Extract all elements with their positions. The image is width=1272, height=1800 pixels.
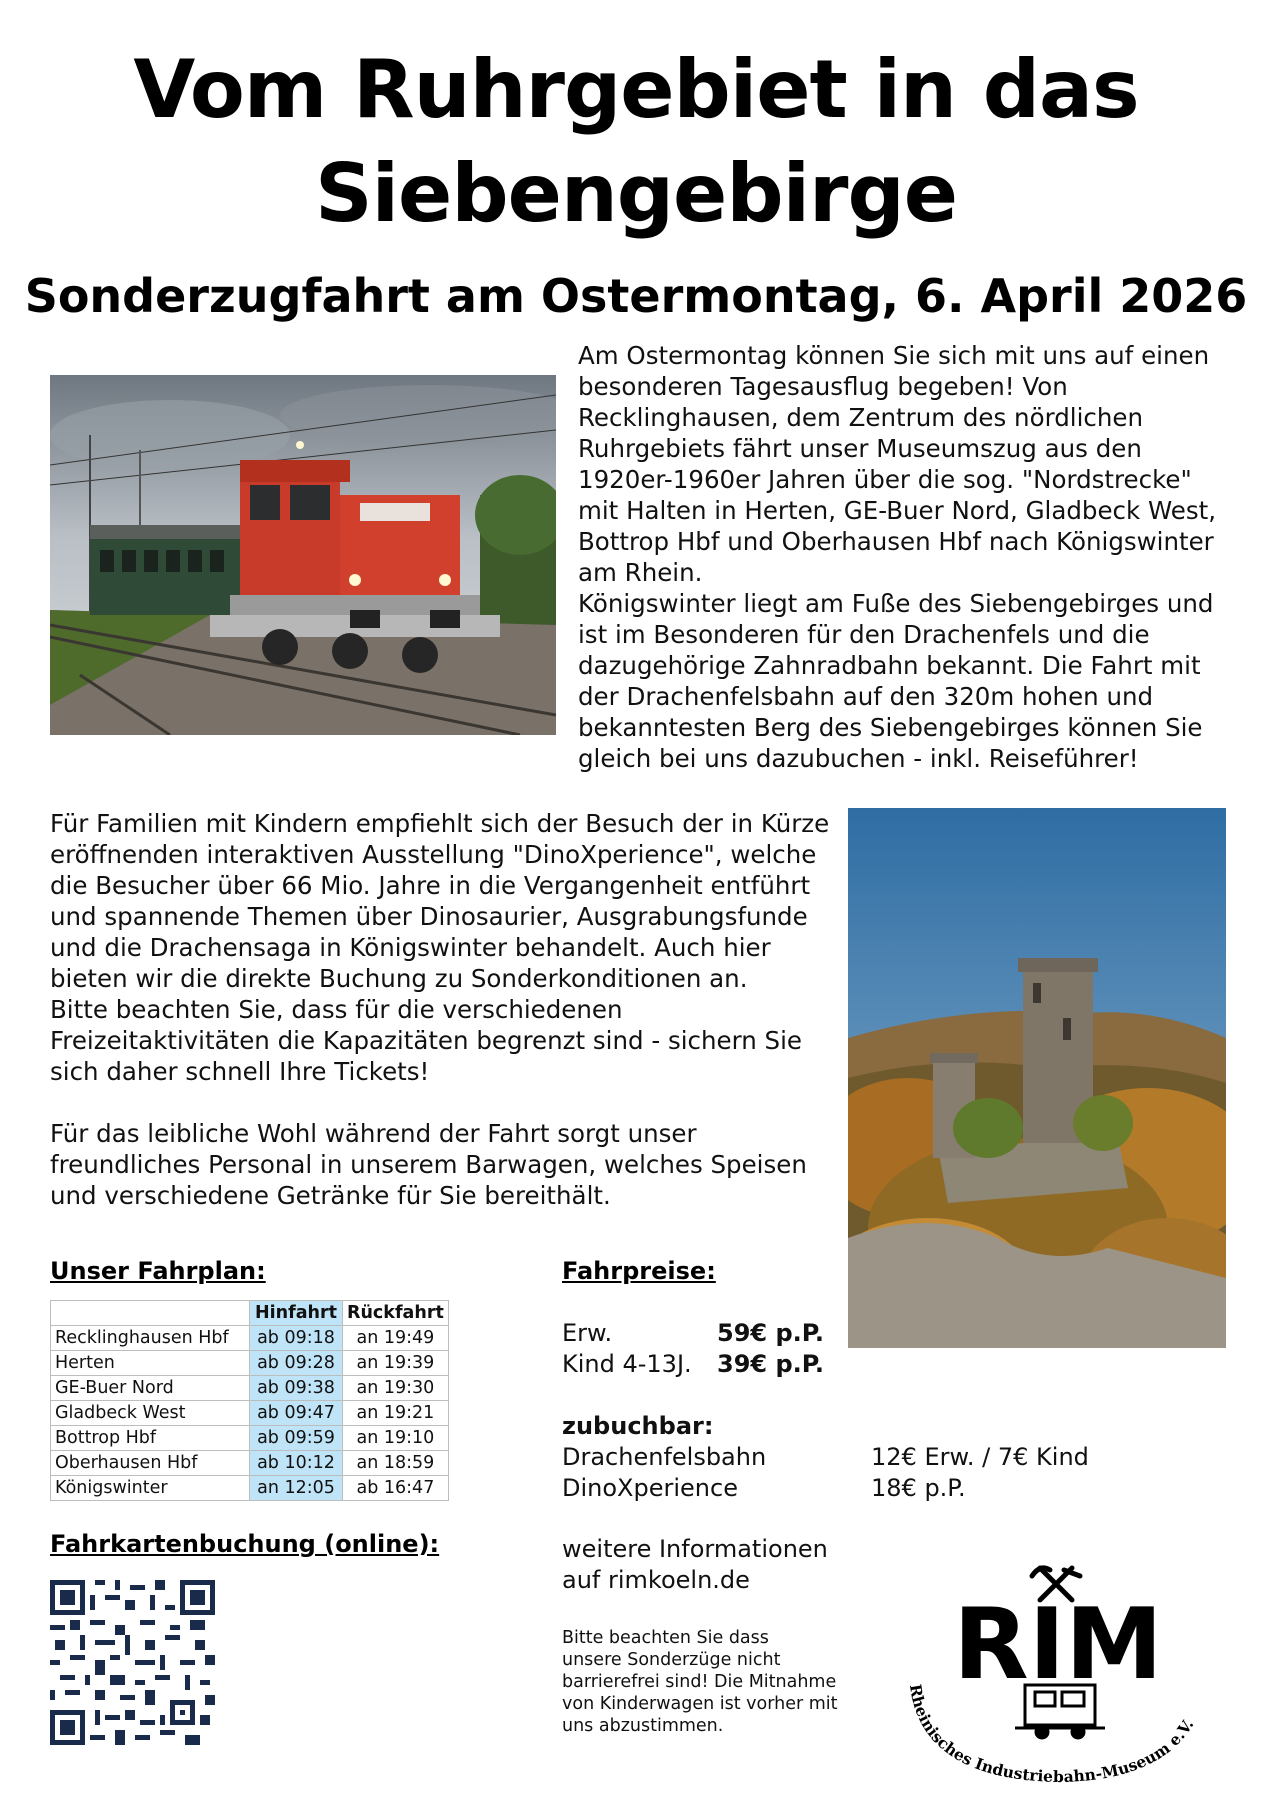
logo-ring-text: Rheinisches Industriebahn-Museum e.V. <box>905 1682 1198 1787</box>
table-row <box>51 1351 449 1376</box>
price-item <box>562 1318 862 1349</box>
station-cell: GE-Buer Nord <box>51 1376 250 1401</box>
fahrplan-heading: Unser Fahrplan: <box>50 1257 266 1285</box>
table-row <box>51 1401 449 1426</box>
rueckfahrt-cell: ab 16:47 <box>343 1476 449 1501</box>
hinfahrt-cell: ab 09:59 <box>250 1426 343 1451</box>
more-info <box>562 1534 828 1596</box>
price-value: 59€ p.P. <box>717 1319 825 1347</box>
intro-paragraph-1: Am Ostermontag können Sie sich mit uns auf einen besonderen Tagesausflug begeben! Von Recklinghausen, dem Zentrum des nördlichen Ruhrgebiets fährt unser Museumszug aus den 1920er-1960er Jahren über die sog. "Nordstrecke" mit Halten in Herten, GE-Buer Nord, Gladbeck West, Bottrop Hbf und Oberhausen Hbf nach Königswinter am Rhein. <box>578 341 1217 587</box>
note-line: barrierefrei sind! Die Mitnahme <box>562 1672 837 1692</box>
addon-list <box>562 1442 1242 1504</box>
page-subtitle: Sonderzugfahrt am Ostermontag, 6. April 2026 <box>24 269 1248 323</box>
note-line: uns abzustimmen. <box>562 1716 724 1736</box>
header-rueckfahrt: Rückfahrt <box>343 1301 449 1326</box>
station-cell: Oberhausen Hbf <box>51 1451 250 1476</box>
hinfahrt-cell: ab 09:18 <box>250 1326 343 1351</box>
accessibility-note <box>562 1627 862 1737</box>
price-label: Kind 4-13J. <box>562 1350 692 1378</box>
price-item <box>562 1349 862 1380</box>
station-cell: Recklinghausen Hbf <box>51 1326 250 1351</box>
table-row <box>51 1426 449 1451</box>
table-row <box>51 1451 449 1476</box>
table-header-row <box>51 1301 449 1326</box>
hinfahrt-cell: ab 09:47 <box>250 1401 343 1426</box>
fahrplan-table <box>50 1300 449 1501</box>
intro-paragraph-2: Königswinter liegt am Fuße des Siebengebirges und ist im Besonderen für den Drachenfels und die dazugehörige Zahnradbahn bekannt. Die Fahrt mit der Drachenfelsbahn auf den 320m hohen und bekanntesten Berg des Siebengebirges können Sie gleich bei uns dazubuchen - inkl. Reiseführer! <box>578 589 1214 773</box>
station-cell: Herten <box>51 1351 250 1376</box>
addon-value: 12€ Erw. / 7€ Kind <box>871 1443 1089 1471</box>
station-cell: Königswinter <box>51 1476 250 1501</box>
hinfahrt-cell: ab 09:28 <box>250 1351 343 1376</box>
prices-heading: Fahrpreise: <box>562 1257 716 1285</box>
paragraph-spacer <box>50 1087 840 1118</box>
addon-value: 18€ p.P. <box>871 1474 966 1502</box>
note-line: unsere Sonderzüge nicht <box>562 1650 781 1670</box>
hinfahrt-cell: ab 09:38 <box>250 1376 343 1401</box>
rueckfahrt-cell: an 19:49 <box>343 1326 449 1351</box>
rueckfahrt-cell: an 18:59 <box>343 1451 449 1476</box>
logo-letters: RIM <box>953 1588 1163 1702</box>
title-line-2: Siebengebirge <box>315 147 957 240</box>
price-label: Erw. <box>562 1319 613 1347</box>
note-line: von Kinderwagen ist vorher mit <box>562 1694 838 1714</box>
addon-heading: zubuchbar: <box>562 1412 714 1440</box>
table-row <box>51 1476 449 1501</box>
station-cell: Gladbeck West <box>51 1401 250 1426</box>
addon-label: DinoXperience <box>562 1474 738 1502</box>
header-station <box>51 1301 250 1326</box>
header-hinfahrt: Hinfahrt <box>250 1301 343 1326</box>
table-row <box>51 1376 449 1401</box>
booking-heading: Fahrkartenbuchung (online): <box>50 1530 440 1558</box>
title-line-1: Vom Ruhrgebiet in das <box>133 43 1139 136</box>
families-text <box>50 808 840 1211</box>
rueckfahrt-cell: an 19:10 <box>343 1426 449 1451</box>
families-paragraph-2: Bitte beachten Sie, dass für die verschiedenen Freizeitaktivitäten die Kapazitäten begrenzt sind - sichern Sie sich daher schnell Ihre Tickets! <box>50 995 802 1086</box>
table-row <box>51 1326 449 1351</box>
families-paragraph-3: Für das leibliche Wohl während der Fahrt sorgt unser freundliches Personal in unserem Barwagen, welches Speisen und verschiedene Getränke für Sie bereithält. <box>50 1119 807 1210</box>
more-info-link[interactable]: auf rimkoeln.de <box>562 1566 750 1594</box>
intro-text <box>578 340 1238 774</box>
addon-label: Drachenfelsbahn <box>562 1443 767 1471</box>
hinfahrt-cell: ab 10:12 <box>250 1451 343 1476</box>
station-cell: Bottrop Hbf <box>51 1426 250 1451</box>
addon-item <box>562 1473 1242 1504</box>
hinfahrt-cell: an 12:05 <box>250 1476 343 1501</box>
fahrplan-table-wrapper <box>50 1300 449 1501</box>
rueckfahrt-cell: an 19:30 <box>343 1376 449 1401</box>
rueckfahrt-cell: an 19:21 <box>343 1401 449 1426</box>
page-title <box>0 38 1272 246</box>
qr-code-icon[interactable] <box>50 1580 215 1745</box>
more-info-line-1: weitere Informationen <box>562 1535 828 1563</box>
drachenfels-photo <box>848 808 1226 1348</box>
price-list <box>562 1318 862 1380</box>
rueckfahrt-cell: an 19:39 <box>343 1351 449 1376</box>
locomotive-photo <box>50 375 556 735</box>
note-line: Bitte beachten Sie dass <box>562 1628 769 1648</box>
rim-logo <box>900 1560 1220 1790</box>
addon-item <box>562 1442 1242 1473</box>
price-value: 39€ p.P. <box>717 1350 825 1378</box>
families-paragraph-1: Für Familien mit Kindern empfiehlt sich der Besuch der in Kürze eröffnenden interaktiven Ausstellung "DinoXperience", welche die Besucher über 66 Mio. Jahre in die Vergangenheit entführt und spannende Themen über Dinosaurier, Ausgrabungsfunde und die Drachensaga in Königswinter behandelt. Auch hier bieten wir die direkte Buchung zu Sonderkonditionen an. <box>50 809 830 993</box>
